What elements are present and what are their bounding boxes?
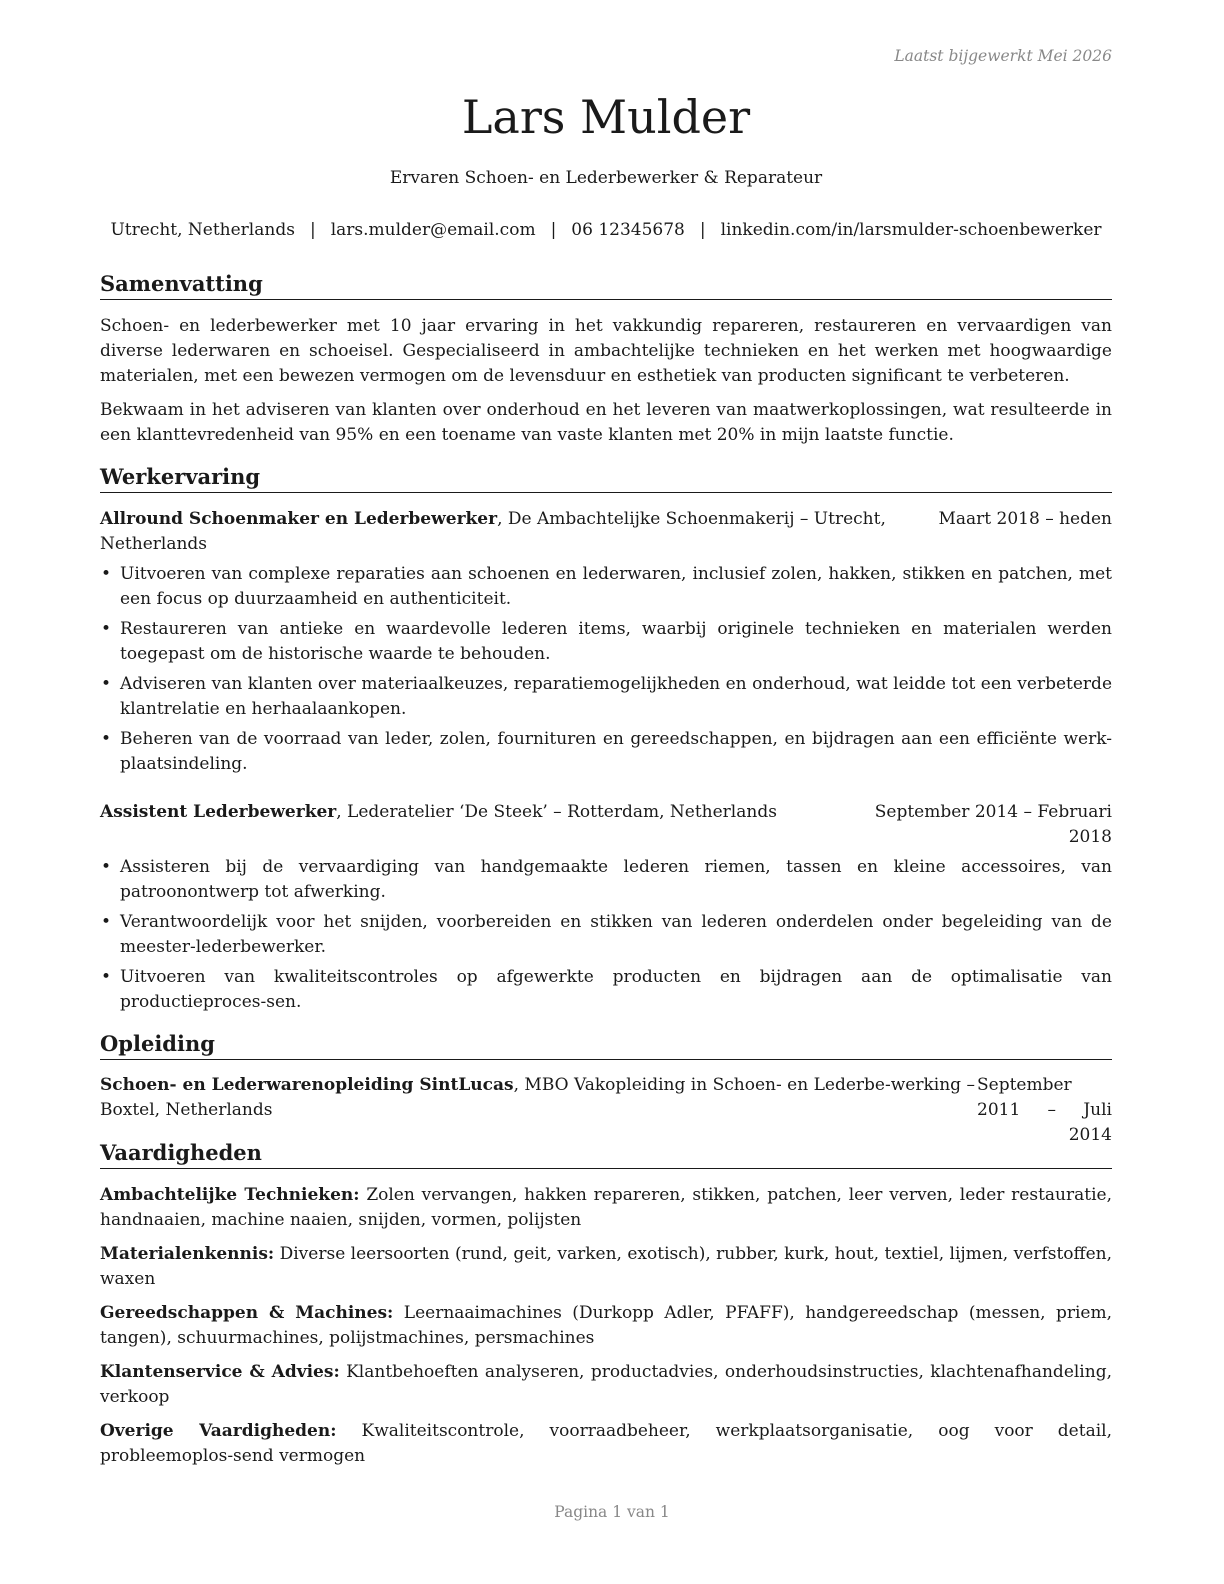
skill-label: Klantenservice & Advies: — [100, 1362, 340, 1382]
education-title-line — [100, 1073, 975, 1123]
contact-separator: | — [699, 220, 706, 240]
education-dates: September 2011 – Juli 2014 — [977, 1075, 1112, 1145]
contact-location: Utrecht, Netherlands — [110, 220, 295, 240]
summary-paragraph: Schoen- en lederbewerker met 10 jaar ervaring in het vakkundig repareren, restaureren en vervaardigen van diverse lederwaren en schoeisel. Gespecialiseerd in ambachtelijke technieken en het werken met hoogwaardige materialen, met een bewezen vermogen om de levensduur en esthetiek van producten significant te verbeteren. — [100, 316, 1112, 386]
skill-item — [100, 1242, 1112, 1292]
section-heading-summary: Samenvatting — [100, 270, 1112, 300]
skill-value: Klantbehoeften analyseren, productadvies, onderhoudsinstructies, klachtenafhandeling, verkoop — [100, 1362, 1112, 1407]
job-bullets — [100, 855, 1112, 1020]
job-employer: , Lederatelier ‘De Steek’ – Rotterdam, Netherlands — [336, 802, 777, 822]
list-item: • Uitvoeren van complexe reparaties aan schoenen en lederwaren, inclusief zolen, hakken, stikken en patchen, met een focus op duurzaamheid en authenticiteit. — [100, 562, 1112, 612]
skill-value: Zolen vervangen, hakken repareren, stikken, patchen, leer verven, leder restauratie, handnaaien, machine naaien, snijden, vormen, polijsten — [100, 1185, 1112, 1230]
summary-paragraph: Bekwaam in het adviseren van klanten over onderhoud en het leveren van maatwerkoplossingen, wat resulteerde in een klanttevredenheid van 95% en een toename van vaste klanten met 20% in mijn laatste functie. — [100, 400, 1112, 445]
page-number: Pagina 1 van 1 — [554, 1503, 670, 1521]
candidate-name: Lars Mulder — [461, 90, 751, 144]
skill-value: Kwaliteitscontrole, voorraadbeheer, werkplaatsorganisatie, oog voor detail, probleemoplos-send vermogen — [100, 1421, 1112, 1466]
skill-value: Diverse leersoorten (rund, geit, varken, exotisch), rubber, kurk, hout, textiel, lijmen, verfstoffen, waxen — [100, 1244, 1112, 1289]
skill-item — [100, 1419, 1112, 1469]
section-heading-education: Opleiding — [100, 1030, 1112, 1060]
job-employer: , De Ambachtelijke Schoenmakerij – Utrecht, Netherlands — [100, 509, 886, 554]
list-item: • Uitvoeren van kwaliteitscontroles op afgewerkte producten en bijdragen aan de optimalisatie van productieproces-sen. — [100, 965, 1112, 1015]
skill-item — [100, 1183, 1112, 1233]
skill-label: Gereedschappen & Machines: — [100, 1303, 394, 1323]
skill-label: Ambachtelijke Technieken: — [100, 1185, 360, 1205]
skill-label: Materialenkennis: — [100, 1244, 275, 1264]
job-bullets — [100, 562, 1112, 782]
last-updated: Laatst bijgewerkt Mei 2026 — [894, 47, 1112, 65]
list-item: • Adviseren van klanten over materiaalkeuzes, reparatiemogelijkheden en onderhoud, wat leidde tot een verbeterde klantrelatie en herhaalaankopen. — [100, 672, 1112, 722]
section-heading-experience: Werkervaring — [100, 463, 1112, 493]
skill-item — [100, 1301, 1112, 1351]
job-title-line — [100, 800, 860, 825]
contact-line — [96, 218, 1116, 243]
contact-linkedin[interactable]: linkedin.com/in/larsmulder-schoenbewerker — [720, 220, 1102, 240]
skill-value: Leernaaimachines (Durkopp Adler, PFAFF), handgereedschap (messen, priem, tangen), schuurmachines, polijstmachines, persmachines — [100, 1303, 1113, 1348]
contact-separator: | — [550, 220, 557, 240]
list-item: • Assisteren bij de vervaardiging van handgemaakte lederen riemen, tassen en kleine accessoires, van patroonontwerp tot afwerking. — [100, 855, 1112, 905]
contact-separator: | — [309, 220, 316, 240]
job-dates: September 2014 – Februari 2018 — [874, 802, 1112, 847]
list-item: • Beheren van de voorraad van leder, zolen, fournituren en gereedschappen, en bijdragen aan een efficiënte werk-plaatsindeling. — [100, 727, 1112, 777]
skill-item — [100, 1360, 1112, 1410]
contact-email[interactable]: lars.mulder@email.com — [330, 220, 536, 240]
job-title: Allround Schoenmaker en Lederbewerker — [100, 509, 498, 529]
job-title: Assistent Lederbewerker — [100, 802, 337, 822]
job-dates: Maart 2018 – heden — [938, 509, 1112, 529]
contact-phone: 06 12345678 — [571, 220, 685, 240]
skill-label: Overige Vaardigheden: — [100, 1421, 337, 1441]
list-item: • Restaureren van antieke en waardevolle lederen items, waarbij originele technieken en materialen werden toegepast om de historische waarde te behouden. — [100, 617, 1112, 667]
education-program: , MBO Vakopleiding in Schoen- en Lederbe-werking – Boxtel, Netherlands — [100, 1075, 975, 1120]
headline: Ervaren Schoen- en Lederbewerker & Reparateur — [389, 168, 823, 188]
job-title-line — [100, 507, 900, 557]
list-item: • Verantwoordelijk voor het snijden, voorbereiden en stikken van lederen onderdelen onder begeleiding van de meester-lederbewerker. — [100, 910, 1112, 960]
education-school: Schoen- en Lederwarenopleiding SintLucas — [100, 1075, 514, 1095]
section-heading-skills: Vaardigheden — [100, 1139, 1112, 1169]
